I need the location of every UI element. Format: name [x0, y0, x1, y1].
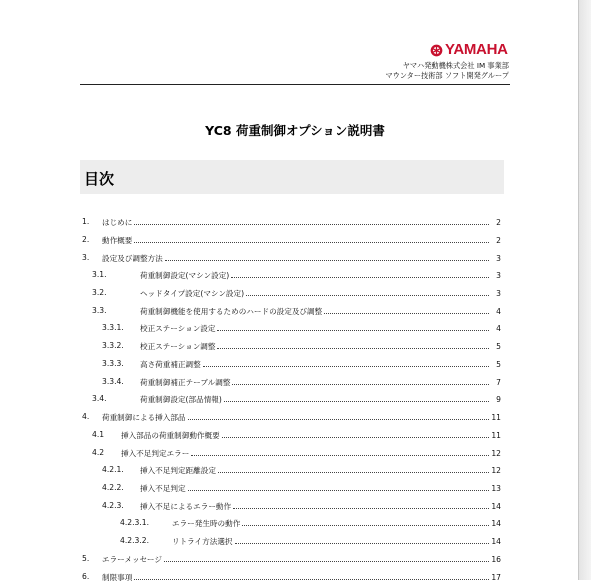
toc-entry-title: エラー発生時の動作: [172, 519, 241, 528]
toc-entry[interactable]: [82, 411, 501, 423]
toc-entry-page: 14: [491, 519, 501, 528]
toc-entry-title: 挿入不足判定エラー: [121, 449, 190, 458]
toc-entry-number: 4.2.2.: [102, 483, 124, 492]
toc-entry[interactable]: [82, 571, 501, 583]
toc-entry-page: 5: [496, 360, 501, 369]
toc-entry-number: 3.3.3.: [102, 359, 124, 368]
toc-entry-number: 4.2.1.: [102, 465, 124, 474]
toc-entry-page: 4: [496, 324, 501, 333]
toc-entry[interactable]: [82, 305, 501, 317]
toc-entry-number: 4.2.3.: [102, 501, 124, 510]
toc-entry-page: 14: [491, 537, 501, 546]
toc-entry-number: 4.2.3.2.: [120, 536, 149, 545]
toc-dot-leader: [188, 482, 489, 491]
toc-dot-leader: [217, 322, 489, 331]
toc-dot-leader: [222, 429, 489, 438]
toc-entry-title: 校正ステーション調整: [140, 342, 216, 351]
company-line-2: マウンター技術部 ソフト開発グループ: [385, 71, 509, 80]
toc-entry-number: 3.3.1.: [102, 323, 124, 332]
toc-entry-title: 荷重制御補正テーブル調整: [140, 378, 231, 387]
toc-entry-title: 挿入不足判定: [140, 484, 186, 493]
toc-entry[interactable]: [82, 340, 501, 352]
toc-entry[interactable]: [82, 553, 501, 565]
toc-dot-leader: [164, 553, 489, 562]
toc-entry-page: 9: [496, 395, 501, 404]
toc-entry[interactable]: [82, 535, 501, 547]
toc-entry[interactable]: [82, 287, 501, 299]
yamaha-logo: [430, 42, 510, 58]
toc-entry[interactable]: [82, 393, 501, 405]
toc-entry-page: 17: [491, 573, 501, 582]
toc-entry[interactable]: [82, 216, 501, 228]
toc-dot-leader: [134, 234, 489, 243]
toc-entry-title: エラーメッセージ: [102, 555, 162, 564]
toc-entry-page: 11: [491, 431, 501, 440]
header-divider: [80, 84, 510, 85]
toc-entry[interactable]: [82, 269, 501, 281]
toc-entry-page: 11: [491, 413, 501, 422]
toc-dot-leader: [217, 340, 489, 349]
toc-entry-number: 3.2.: [92, 288, 107, 297]
toc-entry[interactable]: [82, 322, 501, 334]
toc-entry-title: 荷重制御機能を使用するためのハードの設定及び調整: [140, 307, 323, 316]
toc-entry-title: 挿入不足によるエラー動作: [140, 502, 232, 511]
toc-entry[interactable]: [82, 376, 501, 388]
toc-entry-number: 3.4.: [92, 394, 107, 403]
company-info: [300, 61, 509, 81]
toc-entry-page: 3: [496, 271, 501, 280]
toc-entry-number: 4.1: [92, 430, 105, 439]
toc-entry-title: 荷重制御設定(部品情報): [140, 395, 222, 404]
toc-entry-title: 荷重制御による挿入部品: [102, 413, 186, 422]
toc-entry-page: 2: [496, 218, 501, 227]
toc-entry-page: 7: [496, 378, 501, 387]
toc-entry-page: 14: [491, 502, 501, 511]
toc-entry-title: ヘッドタイプ設定(マシン設定): [140, 289, 245, 298]
toc-entry[interactable]: [82, 252, 501, 264]
toc-entry-title: 高さ荷重補正調整: [140, 360, 201, 369]
tuning-fork-emblem-icon: [430, 44, 443, 57]
toc-entry-title: 挿入不足判定距離設定: [140, 466, 216, 475]
toc-heading-band: [80, 160, 504, 194]
toc-entry-page: 13: [491, 484, 501, 493]
toc-entry-title: リトライ方法選択: [172, 537, 233, 546]
toc-entry-page: 4: [496, 307, 501, 316]
toc-dot-leader: [134, 571, 489, 580]
toc-dot-leader: [233, 500, 489, 509]
toc-entry[interactable]: [82, 234, 501, 246]
toc-dot-leader: [231, 269, 489, 278]
toc-dot-leader: [134, 216, 489, 225]
toc-entry-page: 12: [491, 449, 501, 458]
toc-entry-number: 6.: [82, 572, 90, 581]
toc-entry[interactable]: [82, 500, 501, 512]
toc-entry-number: 2.: [82, 235, 90, 244]
toc-entry-number: 3.3.: [92, 306, 107, 315]
company-line-1: ヤマハ発動機株式会社 IM 事業部: [402, 61, 509, 70]
toc-dot-leader: [165, 252, 489, 261]
toc-entry-title: 設定及び調整方法: [102, 254, 163, 263]
toc-entry-page: 3: [496, 254, 501, 263]
toc-dot-leader: [246, 287, 489, 296]
toc-entry-number: 3.1.: [92, 270, 107, 279]
toc-dot-leader: [235, 535, 489, 544]
logo-text: YAMAHA: [445, 41, 508, 58]
toc-entry-number: 3.: [82, 253, 90, 262]
toc-entry[interactable]: [82, 464, 501, 476]
toc-dot-leader: [218, 464, 489, 473]
toc-entry-title: 校正ステーション設定: [140, 324, 216, 333]
toc-entry-page: 12: [491, 466, 501, 475]
page-shadow: [579, 0, 591, 580]
toc-entry-number: 3.3.4.: [102, 377, 124, 386]
toc-entry-number: 4.2.3.1.: [120, 518, 149, 527]
toc-entry[interactable]: [82, 358, 501, 370]
toc-entry-title: 制限事項: [102, 573, 133, 582]
toc-entry-title: 荷重制御設定(マシン設定): [140, 271, 230, 280]
toc-entry-page: 5: [496, 342, 501, 351]
toc-dot-leader: [188, 411, 489, 420]
toc-entry-number: 5.: [82, 554, 90, 563]
toc-entry-title: 挿入部品の荷重制御動作概要: [121, 431, 220, 440]
toc-entry[interactable]: [82, 429, 501, 441]
toc-dot-leader: [203, 358, 489, 367]
toc-entry-number: 1.: [82, 217, 90, 226]
toc-dot-leader: [191, 447, 489, 456]
toc-entry[interactable]: [82, 517, 501, 529]
toc-dot-leader: [324, 305, 489, 314]
toc-entry[interactable]: [82, 447, 501, 459]
toc-entry-page: 2: [496, 236, 501, 245]
toc-entry[interactable]: [82, 482, 501, 494]
toc-entry-page: 3: [496, 289, 501, 298]
toc-dot-leader: [224, 393, 489, 402]
toc-entry-title: 動作概要: [102, 236, 133, 245]
toc-entry-number: 3.3.2.: [102, 341, 124, 350]
toc-entry-number: 4.2: [92, 448, 105, 457]
toc-dot-leader: [232, 376, 489, 385]
toc-dot-leader: [242, 517, 489, 526]
toc-heading: 目次: [84, 170, 115, 188]
document-title: YC8 荷重制御オプション説明書: [205, 123, 385, 138]
toc-entry-number: 4.: [82, 412, 90, 421]
toc-entry-page: 16: [491, 555, 501, 564]
toc-entry-title: はじめに: [102, 218, 133, 227]
